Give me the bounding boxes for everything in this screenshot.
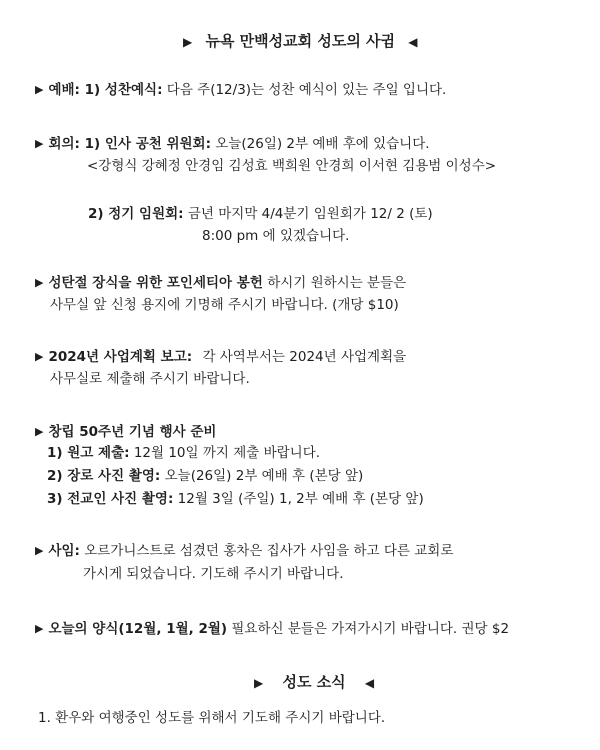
page-title-text: 뉴욕 만백성교회 성도의 사귐 xyxy=(205,32,396,50)
meeting-members: <강형식 강혜정 안경임 김성효 백희원 안경희 이서현 김용범 이성수> xyxy=(87,158,497,174)
anniversary-title xyxy=(35,422,216,443)
news-title xyxy=(254,672,374,693)
anniversary-item3-text: 12월 3일 (주일) 1, 2부 예배 후 (본당 앞) xyxy=(177,491,424,507)
anniversary-item1 xyxy=(47,443,320,463)
resignation-text1: 오르가니스트로 섬겼던 홍차은 집사가 사임을 하고 다른 교회로 xyxy=(84,543,454,559)
anniversary-item3 xyxy=(47,489,424,509)
bullet-icon: ▶ xyxy=(35,544,44,557)
news-item1: 1. 환우와 여행중인 성도를 위해서 기도해 주시기 바랍니다. xyxy=(38,710,386,726)
resignation-label: 사임: xyxy=(48,543,80,559)
plan-label: 2024년 사업계획 보고: xyxy=(48,349,193,365)
plan-line1 xyxy=(35,347,406,368)
resignation-line1 xyxy=(35,541,453,562)
meeting-line2 xyxy=(88,204,433,224)
plan-text1: 각 사역부서는 2024년 사업계획을 xyxy=(202,349,407,365)
poinsettia-label: 성탄절 장식을 위한 포인세티아 봉헌 xyxy=(48,275,263,291)
poinsettia-text2: 사무실 앞 신청 용지에 기명해 주시기 바랍니다. (개당 $10) xyxy=(50,297,399,313)
bullet-icon: ▶ xyxy=(35,83,44,96)
anniversary-item1-label: 1) 원고 제출: xyxy=(47,445,130,461)
bullet-icon: ▶ xyxy=(35,350,44,363)
left-arrow-icon: ◀ xyxy=(364,676,375,690)
bullet-icon: ▶ xyxy=(35,425,44,438)
plan-text2: 사무실로 제출해 주시기 바랍니다. xyxy=(50,371,250,387)
worship-text: 다음 주(12/3)는 성찬 예식이 있는 주일 입니다. xyxy=(166,82,447,98)
poinsettia-text1: 하시기 원하시는 분들은 xyxy=(267,275,407,291)
anniversary-item1-text: 12월 10일 까지 제출 바랍니다. xyxy=(133,445,321,461)
anniversary-item2 xyxy=(47,466,363,486)
bullet-icon: ▶ xyxy=(35,137,44,150)
page-title xyxy=(183,31,418,52)
resignation-text2: 가시게 되었습니다. 기도해 주시기 바랍니다. xyxy=(83,566,344,582)
bullet-icon: ▶ xyxy=(35,622,44,635)
meeting-line1 xyxy=(35,134,430,155)
worship-section xyxy=(35,80,446,101)
right-arrow-icon: ▶ xyxy=(183,35,193,49)
devotional-text: 필요하신 분들은 가져가시기 바랍니다. 권당 $2 xyxy=(231,621,510,637)
meeting-text2b: 8:00 pm 에 있겠습니다. xyxy=(202,228,350,244)
news-title-text: 성도 소식 xyxy=(282,673,346,691)
worship-label: 예배: 1) 성찬예식: xyxy=(48,82,163,98)
anniversary-item3-label: 3) 전교인 사진 촬영: xyxy=(47,491,174,507)
meeting-label2: 2) 정기 임원회: xyxy=(88,206,184,222)
bullet-icon: ▶ xyxy=(35,276,44,289)
anniversary-item2-text: 오늘(26일) 2부 예배 후 (본당 앞) xyxy=(164,468,364,484)
anniversary-item2-label: 2) 장로 사진 촬영: xyxy=(47,468,161,484)
meeting-text1: 오늘(26일) 2부 예배 후에 있습니다. xyxy=(215,136,430,152)
meeting-text2a: 금년 마지막 4/4분기 임원회가 12/ 2 (토) xyxy=(187,206,433,222)
devotional-line xyxy=(35,619,509,640)
poinsettia-line1 xyxy=(35,273,406,294)
anniversary-title-text: 창립 50주년 기념 행사 준비 xyxy=(48,424,217,440)
meeting-label1: 회의: 1) 인사 공천 위원회: xyxy=(48,136,211,152)
left-arrow-icon: ◀ xyxy=(408,35,418,49)
devotional-label: 오늘의 양식(12월, 1월, 2월) xyxy=(48,621,228,637)
right-arrow-icon: ▶ xyxy=(254,676,264,690)
